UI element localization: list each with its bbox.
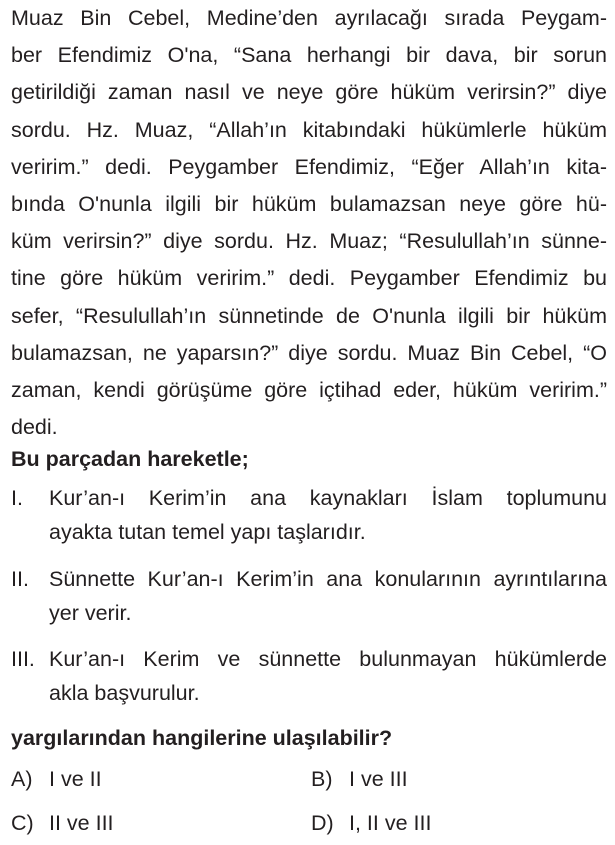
option-text: I ve II [49, 767, 102, 791]
statement-line: Kur’an-ı Kerim’in ana kaynakları İslam toplumunu [49, 486, 607, 510]
passage-line: küm verirsin?” diye sordu. Hz. Muaz; “Resulullah’ın sünne- [11, 229, 607, 254]
option-letter: A) [11, 767, 33, 791]
option-c[interactable] [11, 808, 114, 838]
passage-line: bında O'nunla ilgili bir hüküm bulamazsan neye göre hü- [11, 191, 607, 216]
option-text: I, II ve III [349, 811, 432, 835]
passage-text [11, 0, 607, 446]
statement-number: III. [11, 647, 35, 671]
option-text: I ve III [349, 767, 408, 791]
option-b[interactable] [311, 764, 408, 794]
passage-line: dedi. [11, 415, 58, 440]
passage-line: getirildiği zaman nasıl ve neye göre hüküm verirsin?” diye [11, 80, 607, 105]
statement-line: ayakta tutan temel yapı taşlarıdır. [49, 520, 366, 544]
option-letter: C) [11, 811, 34, 835]
passage-line: veririm.” dedi. Peygamber Efendimiz, “Eğer Allah’ın kita- [11, 154, 607, 179]
option-d[interactable] [311, 808, 431, 838]
statement-number: II. [11, 567, 29, 591]
statement-line: yer verir. [49, 601, 132, 625]
passage-line: tine göre hüküm veririm.” dedi. Peygamber Efendimiz bu [11, 266, 607, 291]
passage-line: sefer, “Resulullah’ın sünnetinde de O'nunla ilgili bir hüküm [11, 303, 607, 328]
option-letter: D) [311, 811, 334, 835]
statement-line: Sünnette Kur’an-ı Kerim’in ana konularının ayrıntılarına [49, 567, 607, 591]
option-text: II ve III [49, 811, 114, 835]
option-letter: B) [311, 767, 333, 791]
passage-line: zaman, kendi görüşüme göre içtihad eder, hüküm veririm.” [11, 377, 607, 402]
passage-line: bulamazsan, ne yaparsın?” diye sordu. Muaz Bin Cebel, “O [11, 340, 607, 365]
passage-line: Muaz Bin Cebel, Medine’den ayrılacağı sırada Peygam- [11, 6, 607, 30]
option-a[interactable] [11, 764, 102, 794]
passage-line: sordu. Hz. Muaz, “Allah’ın kitabındaki hükümlerle hüküm [11, 117, 607, 142]
question-prompt: yargılarından hangilerine ulaşılabilir? [11, 726, 393, 750]
statement-number: I. [11, 486, 23, 510]
statement-line: akla başvurulur. [49, 681, 200, 705]
question-stem: Bu parçadan hareketle; [11, 447, 249, 471]
passage-line: ber Efendimiz O'na, “Sana herhangi bir dava, bir sorun [11, 43, 607, 68]
statement-line: Kur’an-ı Kerim ve sünnette bulunmayan hükümlerde [49, 647, 607, 671]
